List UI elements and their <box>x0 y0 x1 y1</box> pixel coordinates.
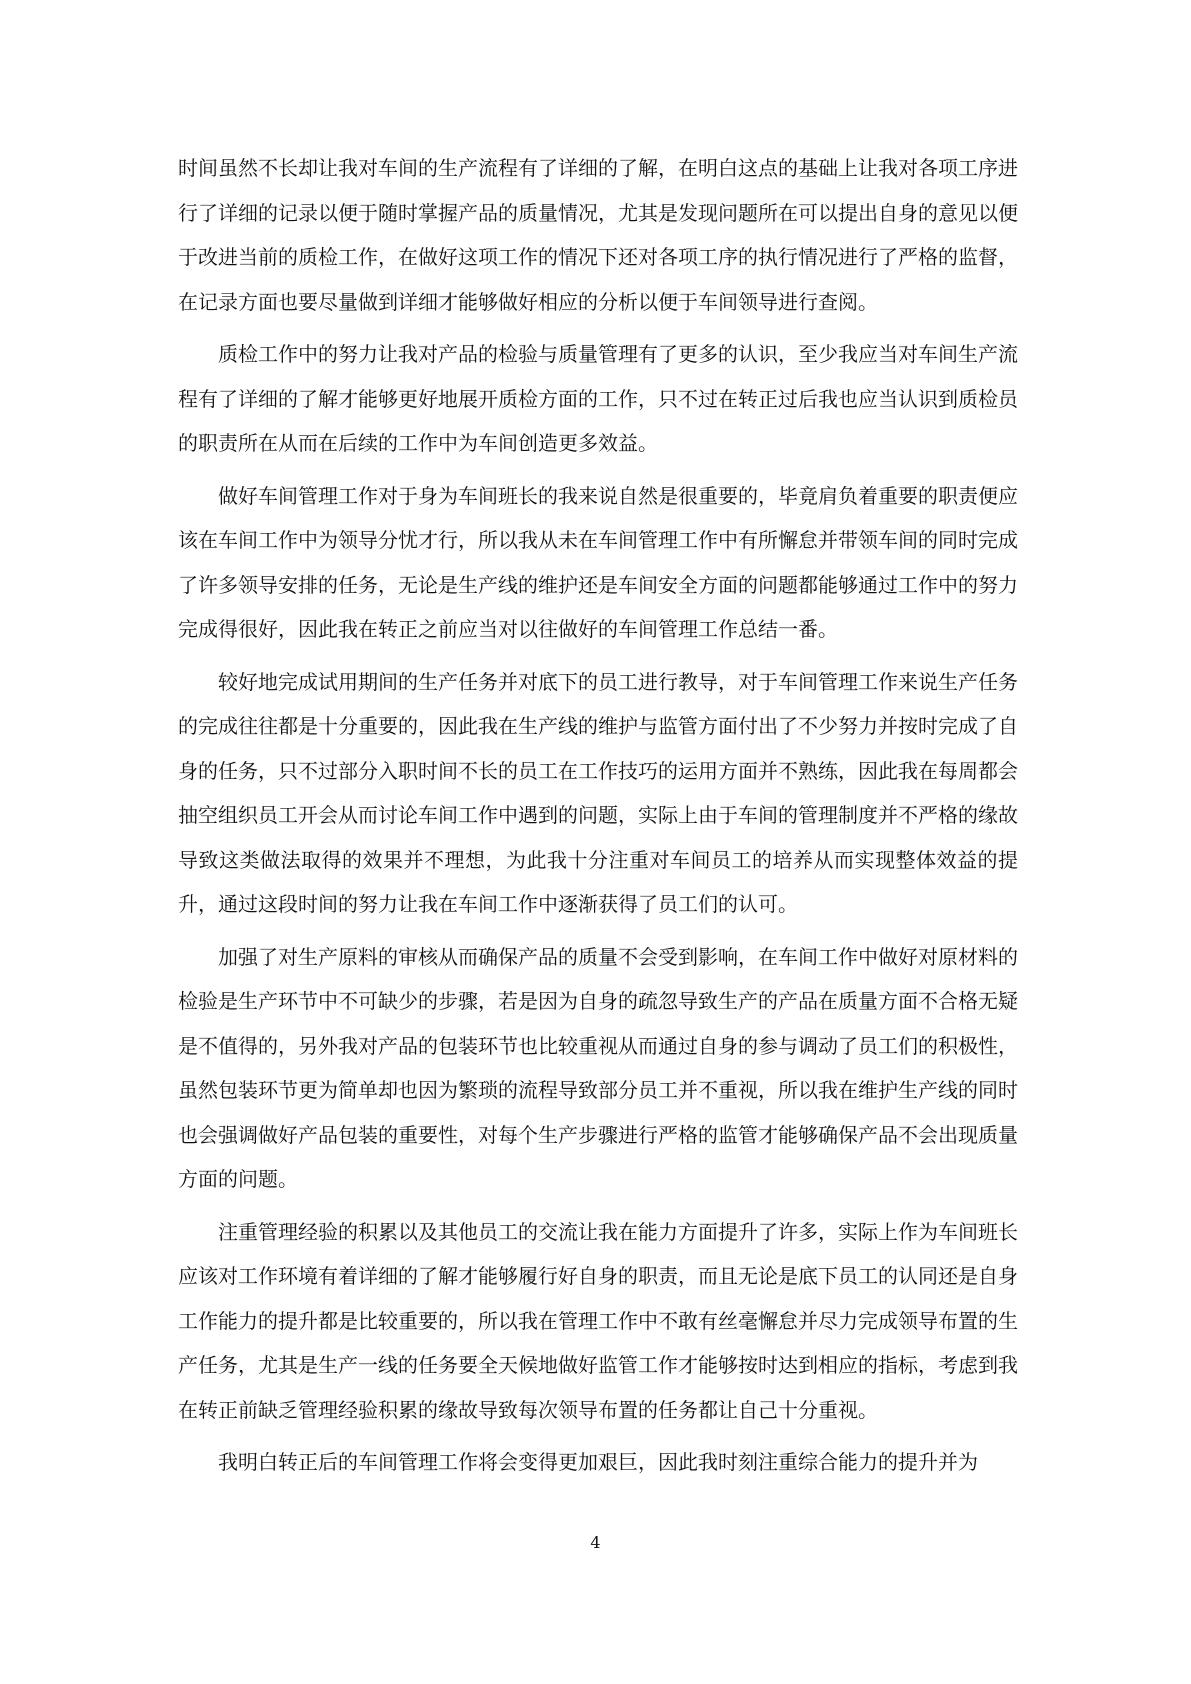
paragraph-5: 加强了对生产原料的审核从而确保产品的质量不会受到影响，在车间工作中做好对原材料的检验是生产环节中不可缺少的步骤，若是因为自身的疏忽导致生产的产品在质量方面不合格无疑是不值得的，另外我对产品的包装环节也比较重视从而通过自身的参与调动了员工们的积极性，虽然包装环节更为简单却也因为繁琐的流程导致部分员工并不重视，所以我在维护生产线的同时也会强调做好产品包装的重要性，对每个生产步骤进行严格的监管才能够确保产品不会出现质量方面的问题。 <box>178 944 1018 1191</box>
paragraph-2: 质检工作中的努力让我对产品的检验与质量管理有了更多的认识，至少我应当对车间生产流程有了详细的了解才能够更好地展开质检方面的工作，只不过在转正过后我也应当认识到质检员的职责所在从而在后续的工作中为车间创造更多效益。 <box>178 342 1018 455</box>
paragraph-4: 较好地完成试用期间的生产任务并对底下的员工进行教导，对于车间管理工作来说生产任务的完成往往都是十分重要的，因此我在生产线的维护与监管方面付出了不少努力并按时完成了自身的任务，只不过部分入职时间不长的员工在工作技巧的运用方面并不熟练，因此我在每周都会抽空组织员工开会从而讨论车间工作中遇到的问题，实际上由于车间的管理制度并不严格的缘故导致这类做法取得的效果并不理想，为此我十分注重对车间员工的培养从而实现整体效益的提升，通过这段时间的努力让我在车间工作中逐渐获得了员工们的认可。 <box>178 669 1018 916</box>
page-number: 4 <box>590 1533 601 1552</box>
paragraph-7: 我明白转正后的车间管理工作将会变得更加艰巨，因此我时刻注重综合能力的提升并为 <box>218 1450 978 1474</box>
paragraph-6: 注重管理经验的积累以及其他员工的交流让我在能力方面提升了许多，实际上作为车间班长应该对工作环境有着详细的了解才能够履行好自身的职责，而且无论是底下员工的认同还是自身工作能力的提升都是比较重要的，所以我在管理工作中不敢有丝毫懈怠并尽力完成领导布置的生产任务，尤其是生产一线的任务要全天候地做好监管工作才能够按时达到相应的指标，考虑到我在转正前缺乏管理经验积累的缘故导致每次领导布置的任务都让自己十分重视。 <box>178 1219 1018 1422</box>
paragraph-3: 做好车间管理工作对于身为车间班长的我来说自然是很重要的，毕竟肩负着重要的职责便应该在车间工作中为领导分忧才行，所以我从未在车间管理工作中有所懈怠并带领车间的同时完成了许多领导安排的任务，无论是生产线的维护还是车间安全方面的问题都能够通过工作中的努力完成得很好，因此我在转正之前应当对以往做好的车间管理工作总结一番。 <box>178 483 1018 641</box>
paragraph-1: 时间虽然不长却让我对车间的生产流程有了详细的了解，在明白这点的基础上让我对各项工序进行了详细的记录以便于随时掌握产品的质量情况，尤其是发现问题所在可以提出自身的意见以便于改进当前的质检工作，在做好这项工作的情况下还对各项工序的执行情况进行了严格的监督，在记录方面也要尽量做到详细才能够做好相应的分析以便于车间领导进行查阅。 <box>178 156 1018 314</box>
body-text <box>178 146 1018 1493</box>
